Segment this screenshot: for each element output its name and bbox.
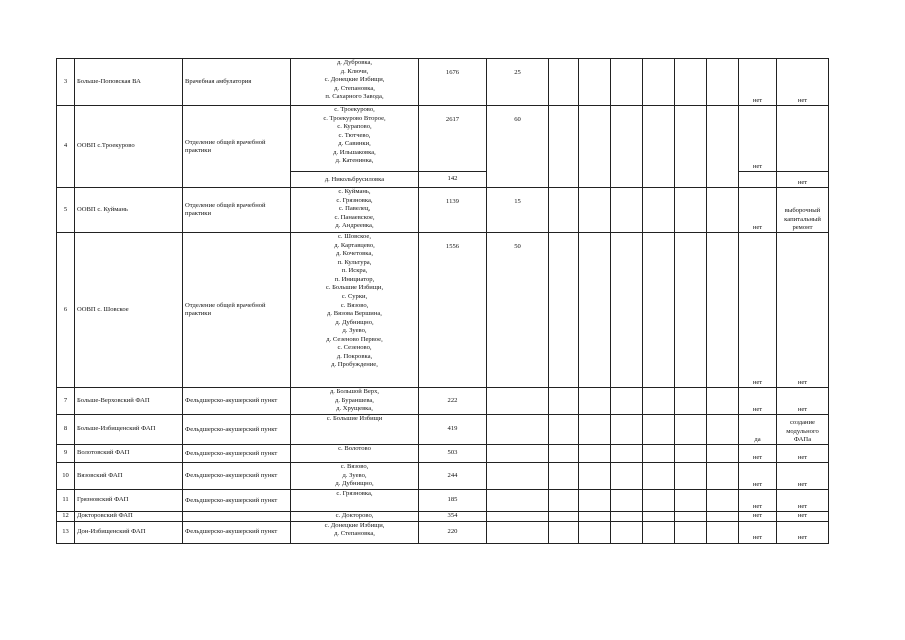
table-row — [57, 106, 829, 172]
village-list — [291, 415, 419, 445]
village-name: с. Грязновка, — [336, 490, 373, 497]
action-cell: нет — [777, 445, 829, 463]
village-name: д. Ильшаковка, — [333, 148, 376, 156]
status-cell: да — [739, 415, 777, 445]
village-name: с. Вязово, — [340, 463, 369, 470]
empty-cell — [643, 415, 675, 445]
facilities-table — [56, 58, 829, 544]
empty-cell — [611, 388, 643, 415]
empty-cell — [611, 188, 643, 233]
village-name: д. Зуево, — [342, 471, 367, 479]
row-number: 11 — [57, 490, 75, 512]
village-name: с. Панаевское, — [334, 213, 375, 221]
empty-cell — [675, 512, 707, 522]
village-name: с. Донецкие Избищи, — [324, 76, 385, 84]
empty-cell — [611, 106, 643, 188]
population-cell: 2617 — [419, 106, 487, 172]
village-name: с. Троекурово, — [334, 106, 375, 113]
capacity-cell — [487, 512, 549, 522]
empty-cell — [643, 233, 675, 388]
village-name: с. Павелец, — [338, 205, 371, 213]
capacity-cell — [487, 445, 549, 463]
row-number: 6 — [57, 233, 75, 388]
village-name: д. Дубнищно, — [335, 480, 374, 488]
village-list — [291, 490, 419, 512]
village-list — [291, 521, 419, 543]
empty-cell — [549, 512, 579, 522]
population-cell: 354 — [419, 512, 487, 522]
empty-cell — [579, 521, 611, 543]
status-cell: нет — [739, 490, 777, 512]
empty-cell — [643, 512, 675, 522]
facility-name: ООВП с.Троекурово — [75, 106, 183, 188]
empty-cell — [549, 106, 579, 188]
facility-type: Фельдшерско-акушерский пункт — [183, 463, 291, 490]
action-cell — [777, 106, 829, 172]
empty-cell — [611, 512, 643, 522]
village-name: д. Картавцево, — [334, 241, 375, 249]
facility-type: Отделение общей врачебной практики — [183, 233, 291, 388]
capacity-cell: 15 — [487, 188, 549, 233]
table-row — [57, 388, 829, 415]
empty-cell — [707, 415, 739, 445]
empty-cell — [549, 463, 579, 490]
row-number: 13 — [57, 521, 75, 543]
empty-cell — [643, 445, 675, 463]
empty-cell — [579, 512, 611, 522]
status-cell — [739, 172, 777, 188]
facility-name: Больше-Поповская ВА — [75, 59, 183, 106]
status-cell: нет — [739, 106, 777, 172]
facility-name: ООВП с. Шовское — [75, 233, 183, 388]
village-list — [291, 59, 419, 106]
table-body — [57, 59, 829, 544]
empty-cell — [549, 490, 579, 512]
empty-cell — [675, 188, 707, 233]
status-cell: нет — [739, 188, 777, 233]
empty-cell — [675, 463, 707, 490]
facility-name: Вязовский ФАП — [75, 463, 183, 490]
empty-cell — [579, 59, 611, 106]
village-list — [291, 445, 419, 463]
action-cell: создание модульного ФАПа — [777, 415, 829, 445]
status-cell: нет — [739, 388, 777, 415]
population-cell: 1139 — [419, 188, 487, 233]
empty-cell — [707, 188, 739, 233]
empty-cell — [675, 106, 707, 188]
table-row — [57, 490, 829, 512]
facility-type: Фельдшерско-акушерский пункт — [183, 490, 291, 512]
facility-type — [183, 512, 291, 522]
capacity-cell — [487, 463, 549, 490]
empty-cell — [549, 445, 579, 463]
empty-cell — [611, 521, 643, 543]
village-name: д. Андреевка, — [335, 222, 374, 230]
population-cell: 244 — [419, 463, 487, 490]
population-cell: 1676 — [419, 59, 487, 106]
empty-cell — [579, 415, 611, 445]
empty-cell — [707, 521, 739, 543]
facility-name: ООВП с. Куймань — [75, 188, 183, 233]
population-cell: 503 — [419, 445, 487, 463]
empty-cell — [707, 463, 739, 490]
village-name: д. Покровка, — [336, 352, 373, 360]
status-cell: нет — [739, 233, 777, 388]
village-name: с. Большие Избищи — [326, 415, 383, 422]
facility-type: Фельдшерско-акушерский пункт — [183, 521, 291, 543]
empty-cell — [675, 490, 707, 512]
facility-name: Докторовский ФАП — [75, 512, 183, 522]
empty-cell — [643, 59, 675, 106]
population-cell: 220 — [419, 521, 487, 543]
population-cell: 142 — [419, 172, 487, 188]
empty-cell — [707, 512, 739, 522]
village-name: с. Сезеново, — [337, 344, 372, 352]
village-name: д. Катенинка, — [335, 157, 374, 165]
action-cell: выборочный капитальный ремонт — [777, 188, 829, 233]
capacity-cell: 60 — [487, 106, 549, 188]
village-name: п. Сахарного Завода, — [325, 93, 384, 101]
table-row — [57, 512, 829, 522]
action-cell: нет — [777, 512, 829, 522]
village-name: д. Пробуждение, — [331, 361, 378, 369]
village-name: п. Искра, — [341, 267, 368, 275]
village-list — [291, 388, 419, 415]
population-cell: 419 — [419, 415, 487, 445]
empty-cell — [549, 415, 579, 445]
empty-cell — [643, 521, 675, 543]
empty-cell — [707, 106, 739, 188]
empty-cell — [549, 388, 579, 415]
village-name: д. Хрущевка, — [336, 405, 373, 413]
village-name: п. Инициатор, — [334, 275, 375, 283]
status-cell: нет — [739, 59, 777, 106]
village-name: с. Тютчево, — [338, 131, 371, 139]
status-cell: нет — [739, 445, 777, 463]
action-cell: нет — [777, 233, 829, 388]
table-row — [57, 415, 829, 445]
village-name: д. Никольбрусиловка — [324, 175, 385, 183]
village-list — [291, 172, 419, 188]
row-number: 9 — [57, 445, 75, 463]
village-list — [291, 512, 419, 522]
empty-cell — [707, 233, 739, 388]
facility-type: Фельдшерско-акушерский пункт — [183, 415, 291, 445]
row-number: 10 — [57, 463, 75, 490]
facility-name: Больше-Верховский ФАП — [75, 388, 183, 415]
village-list — [291, 188, 419, 233]
table-row — [57, 59, 829, 106]
village-name: с. Сурки, — [341, 292, 368, 300]
facility-type: Отделение общей врачебной практики — [183, 106, 291, 188]
village-name: с. Донецкие Избищи, — [324, 521, 385, 529]
empty-cell — [611, 445, 643, 463]
empty-cell — [549, 521, 579, 543]
facility-name: Волотовский ФАП — [75, 445, 183, 463]
empty-cell — [643, 490, 675, 512]
facility-type: Фельдшерско-акушерский пункт — [183, 445, 291, 463]
village-name: д. Степановка, — [334, 530, 375, 538]
village-name: с. Большие Избищи, — [325, 284, 384, 292]
row-number: 3 — [57, 59, 75, 106]
empty-cell — [643, 188, 675, 233]
empty-cell — [675, 445, 707, 463]
village-name: д. Ключи, — [340, 67, 369, 75]
empty-cell — [579, 188, 611, 233]
action-cell: нет — [777, 463, 829, 490]
action-cell: нет — [777, 521, 829, 543]
facility-name: Дон-Избищенский ФАП — [75, 521, 183, 543]
facility-type: Врачебная амбулатория — [183, 59, 291, 106]
village-name: с. Троекурово Второе, — [323, 114, 386, 122]
village-name: д. Зуево, — [342, 327, 367, 335]
village-list — [291, 233, 419, 388]
village-name: д. Вязова Вершина, — [327, 310, 382, 318]
village-name: д. Сезеново Первое, — [326, 335, 383, 343]
village-name: с. Докторово, — [335, 512, 374, 519]
empty-cell — [675, 415, 707, 445]
row-number: 8 — [57, 415, 75, 445]
empty-cell — [579, 490, 611, 512]
empty-cell — [549, 188, 579, 233]
village-name: д. Бураншева, — [335, 396, 374, 404]
village-name: с. Волотово — [338, 445, 371, 452]
table-row — [57, 445, 829, 463]
population-cell: 185 — [419, 490, 487, 512]
empty-cell — [675, 59, 707, 106]
empty-cell — [611, 59, 643, 106]
action-cell: нет — [777, 490, 829, 512]
village-name: с. Грязновка, — [336, 196, 373, 204]
capacity-cell: 50 — [487, 233, 549, 388]
empty-cell — [707, 59, 739, 106]
village-list — [291, 106, 419, 172]
village-name: д. Савинки, — [338, 140, 371, 148]
empty-cell — [675, 233, 707, 388]
facility-name: Больше-Избищенский ФАП — [75, 415, 183, 445]
capacity-cell: 25 — [487, 59, 549, 106]
capacity-cell — [487, 521, 549, 543]
village-name: д. Большой Верх, — [329, 388, 380, 395]
row-number: 7 — [57, 388, 75, 415]
village-name: д. Дубнищно, — [335, 318, 374, 326]
village-name: с. Куймань, — [338, 188, 371, 195]
empty-cell — [707, 490, 739, 512]
capacity-cell — [487, 415, 549, 445]
table-row — [57, 463, 829, 490]
empty-cell — [549, 233, 579, 388]
village-name: п. Культура, — [337, 258, 372, 266]
capacity-cell — [487, 490, 549, 512]
empty-cell — [707, 445, 739, 463]
empty-cell — [675, 521, 707, 543]
action-cell: нет — [777, 388, 829, 415]
empty-cell — [611, 233, 643, 388]
status-cell: нет — [739, 512, 777, 522]
empty-cell — [579, 233, 611, 388]
table-row — [57, 521, 829, 543]
status-cell: нет — [739, 463, 777, 490]
table-row — [57, 233, 829, 388]
village-name: с. Шовское, — [338, 233, 371, 240]
empty-cell — [707, 388, 739, 415]
village-name: д. Кочетовка, — [336, 250, 373, 258]
action-cell: нет — [777, 172, 829, 188]
empty-cell — [579, 388, 611, 415]
row-number: 12 — [57, 512, 75, 522]
empty-cell — [643, 388, 675, 415]
table-row — [57, 188, 829, 233]
empty-cell — [579, 106, 611, 188]
facility-type: Фельдшерско-акушерский пункт — [183, 388, 291, 415]
village-name: д. Степановка, — [334, 84, 375, 92]
action-cell: нет — [777, 59, 829, 106]
village-name: с. Вязово, — [340, 301, 369, 309]
facility-name: Грязновский ФАП — [75, 490, 183, 512]
empty-cell — [611, 490, 643, 512]
population-cell: 1556 — [419, 233, 487, 388]
empty-cell — [579, 445, 611, 463]
empty-cell — [611, 415, 643, 445]
empty-cell — [549, 59, 579, 106]
village-list — [291, 463, 419, 490]
empty-cell — [675, 388, 707, 415]
population-cell: 222 — [419, 388, 487, 415]
village-name: д. Дубровка, — [336, 59, 373, 66]
facility-type: Отделение общей врачебной практики — [183, 188, 291, 233]
status-cell: нет — [739, 521, 777, 543]
empty-cell — [643, 106, 675, 188]
empty-cell — [643, 463, 675, 490]
empty-cell — [611, 463, 643, 490]
empty-cell — [579, 463, 611, 490]
row-number: 5 — [57, 188, 75, 233]
village-name: с. Курапово, — [337, 123, 372, 131]
capacity-cell — [487, 388, 549, 415]
row-number: 4 — [57, 106, 75, 188]
